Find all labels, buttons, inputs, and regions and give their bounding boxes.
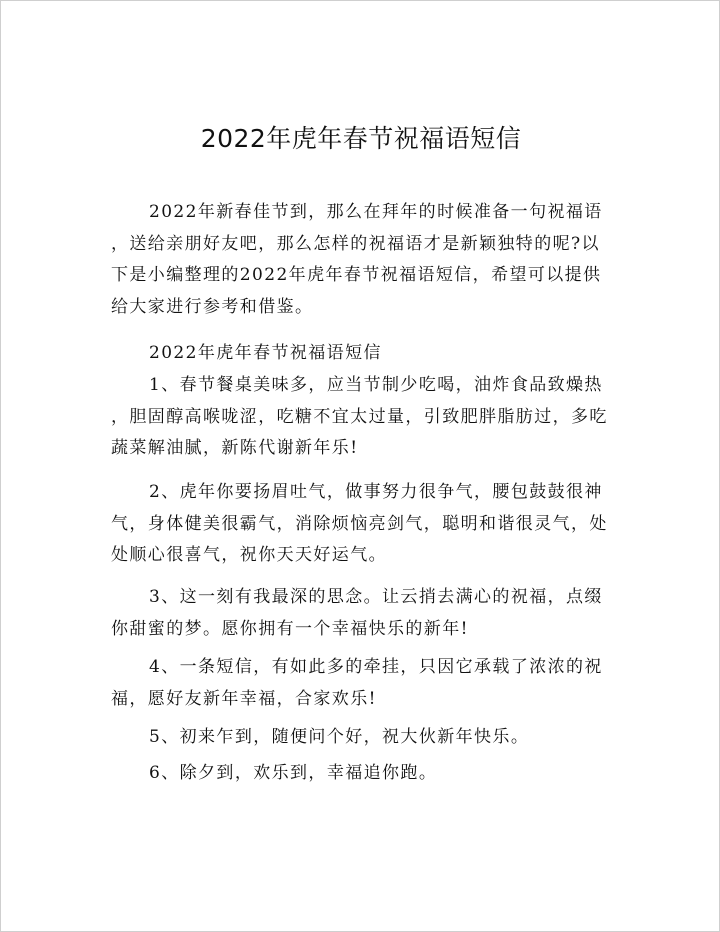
paragraph-line: ，胆固醇高喉咙涩，吃糖不宜太过量，引致肥胖脂肪过，多吃 xyxy=(111,406,608,427)
subheading: 2022年虎年春节祝福语短信 xyxy=(149,343,382,363)
paragraph-line: 3、这一刻有我最深的思念。让云捎去满心的祝福，点缀 xyxy=(149,587,603,607)
paragraph-line: 6、除夕到，欢乐到，幸福追你跑。 xyxy=(149,763,438,783)
paragraph-line: 福，愿好友新年幸福，合家欢乐! xyxy=(111,688,377,709)
paragraph-line: 4、一条短信，有如此多的牵挂，只因它承载了浓浓的祝 xyxy=(149,657,603,677)
paragraph-line: 2、虎年你要扬眉吐气，做事努力很争气，腰包鼓鼓很神 xyxy=(149,482,603,502)
paragraph-line: 下是小编整理的2022年虎年春节祝福语短信，希望可以提供 xyxy=(111,265,602,285)
paragraph-line: 气，身体健美很霸气，消除烦恼亮剑气，聪明和谐很灵气，处 xyxy=(111,513,608,534)
list-item xyxy=(111,582,616,645)
list-item xyxy=(111,722,616,754)
paragraph-line: 5、初来乍到，随便问个好，祝大伙新年快乐。 xyxy=(149,727,530,747)
paragraph-line: 你甜蜜的梦。愿你拥有一个幸福快乐的新年! xyxy=(111,618,469,639)
document-title: 2022年虎年春节祝福语短信 xyxy=(200,124,522,153)
paragraph-line: ，送给亲朋好友吧，那么怎样的祝福语才是新颖独特的呢?以 xyxy=(111,233,600,254)
intro-paragraph xyxy=(111,197,616,323)
paragraph-line: 处顺心很喜气，祝你天天好运气。 xyxy=(111,545,387,565)
paragraph-line: 2022年新春佳节到，那么在拜年的时候准备一句祝福语 xyxy=(149,202,603,222)
paragraph-line: 1、春节餐桌美味多，应当节制少吃喝，油炸食品致燥热 xyxy=(149,375,603,395)
paragraph-line: 蔬菜解油腻，新陈代谢新年乐! xyxy=(111,438,359,458)
list-item xyxy=(111,370,616,465)
list-item xyxy=(111,652,616,715)
paragraph-line: 给大家进行参考和借鉴。 xyxy=(111,296,314,317)
list-item xyxy=(111,477,616,572)
subheading-block xyxy=(111,338,616,370)
list-item xyxy=(111,758,616,790)
